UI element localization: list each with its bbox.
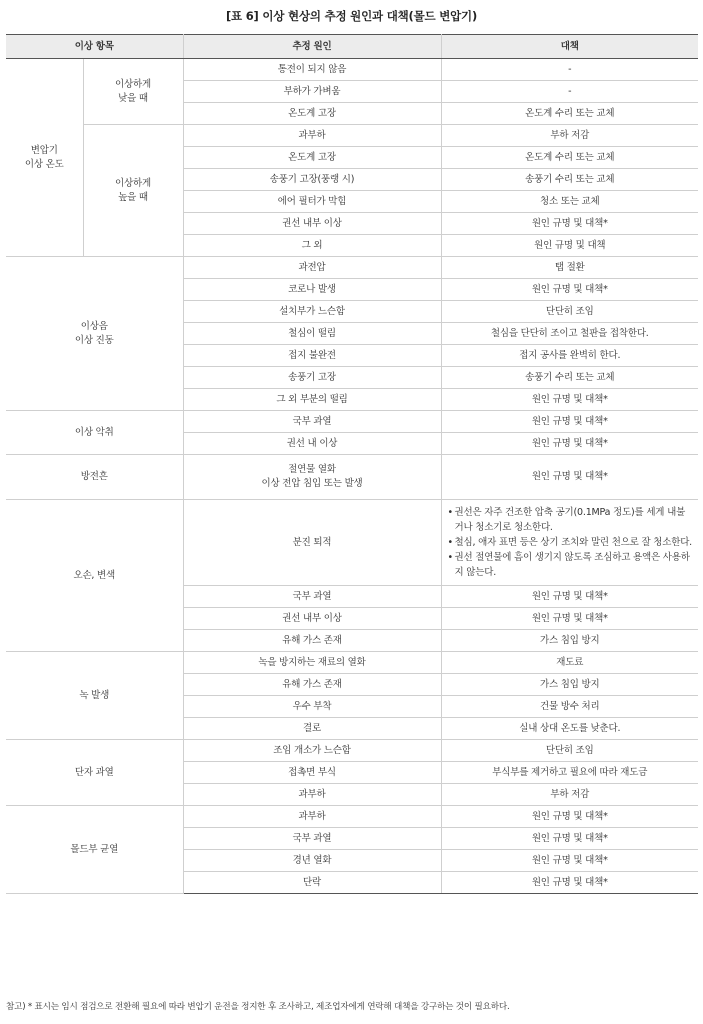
cause-cell: 철심이 떨림 [183,323,441,345]
cause-cell: 우수 부착 [183,696,441,718]
remedy-cell: 탭 절환 [441,257,698,279]
remedy-cell: 가스 침입 방지 [441,630,698,652]
remedy-cell: 원인 규명 및 대책* [441,433,698,455]
remedy-cell: 건물 방수 처리 [441,696,698,718]
table-row [6,59,698,81]
remedy-cell: 원인 규명 및 대책* [441,806,698,828]
remedy-cell: 부식부를 제거하고 필요에 따라 재도금 [441,762,698,784]
remedy-cell: 원인 규명 및 대책* [441,872,698,894]
remedy-cell: 재도료 [441,652,698,674]
cause-cell: 결로 [183,718,441,740]
cause-cell: 권선 내부 이상 [183,608,441,630]
remedy-cell: 철심을 단단히 조이고 철판을 접착한다. [441,323,698,345]
category-cell: 이상 악취 [6,411,183,455]
table-row [6,455,698,500]
remedy-cell: 원인 규명 및 대책* [441,455,698,500]
remedy-cell: 원인 규명 및 대책* [441,850,698,872]
cause-cell: 접촉면 부식 [183,762,441,784]
remedy-cell: 원인 규명 및 대책* [441,279,698,301]
remedy-cell: - [441,59,698,81]
cause-cell: 국부 과열 [183,586,441,608]
remedy-cell: 원인 규명 및 대책* [441,389,698,411]
category-cell: 녹 발생 [6,652,183,740]
category-cell: 방전흔 [6,455,183,500]
remedy-cell: 원인 규명 및 대책* [441,586,698,608]
cause-cell: 그 외 [183,235,441,257]
table-row [6,740,698,762]
cause-cell: 송풍기 고장 [183,367,441,389]
remedy-cell: 부하 저감 [441,125,698,147]
cause-cell: 에어 필터가 막힘 [183,191,441,213]
header-cause: 추정 원인 [183,35,441,59]
remedy-cell: 청소 또는 교체 [441,191,698,213]
cause-cell: 부하가 가벼움 [183,81,441,103]
remedy-cell: 원인 규명 및 대책 [441,235,698,257]
cause-cell: 녹을 방지하는 재료의 열화 [183,652,441,674]
table-title: [표 6] 이상 현상의 추정 원인과 대책(몰드 변압기) [225,9,477,23]
category-cell: 변압기 이상 온도 [6,59,83,257]
cause-cell: 경년 열화 [183,850,441,872]
footnote: 참고) * 표시는 임시 점검으로 전환해 필요에 따라 변압기 운전을 정지한 후 조사하고, 제조업자에게 연락해 대책을 강구하는 것이 필요하다. [6,1002,510,1012]
table-row [6,500,698,586]
remedy-cell: 송풍기 수리 또는 교체 [441,367,698,389]
cause-cell: 통전이 되지 않음 [183,59,441,81]
remedy-cell: 단단히 조임 [441,301,698,323]
cause-cell: 국부 과열 [183,828,441,850]
remedy-cell: 가스 침입 방지 [441,674,698,696]
cause-cell: 조임 개소가 느슨함 [183,740,441,762]
remedy-bullet: • 권선은 자주 건조한 압축 공기(0.1MPa 정도)를 세게 내불거나 청소기로 청소한다. [448,505,693,535]
cause-cell: 절연물 열화 이상 전압 침입 또는 발생 [183,455,441,500]
remedy-cell: 원인 규명 및 대책* [441,213,698,235]
table-row [6,806,698,828]
category-cell: 이상음 이상 진동 [6,257,183,411]
cause-cell: 온도계 고장 [183,103,441,125]
remedy-bullet-list [448,505,693,580]
remedy-cell [441,500,698,586]
cause-cell: 단락 [183,872,441,894]
remedy-bullet: • 권선 절연물에 흠이 생기지 않도록 조심하고 용액은 사용하지 않는다. [448,550,693,580]
cause-cell: 그 외 부분의 떨림 [183,389,441,411]
cause-cell: 유해 가스 존재 [183,674,441,696]
remedy-bullet: • 철심, 애자 표면 등은 상기 조치와 말린 천으로 잘 청소한다. [448,535,693,550]
cause-cell: 온도계 고장 [183,147,441,169]
remedy-cell: - [441,81,698,103]
cause-cell: 설치부가 느슨함 [183,301,441,323]
table-row [6,411,698,433]
cause-remedy-table [6,34,698,894]
remedy-cell: 온도계 수리 또는 교체 [441,147,698,169]
cause-cell: 코로나 발생 [183,279,441,301]
cause-cell: 과부하 [183,784,441,806]
table-row [6,125,698,147]
subcategory-cell: 이상하게 높을 때 [83,125,183,257]
remedy-cell: 접지 공사를 완벽히 한다. [441,345,698,367]
cause-cell: 권선 내부 이상 [183,213,441,235]
table-row [6,652,698,674]
category-cell: 단자 과열 [6,740,183,806]
remedy-cell: 단단히 조임 [441,740,698,762]
remedy-cell: 원인 규명 및 대책* [441,608,698,630]
remedy-cell: 원인 규명 및 대책* [441,411,698,433]
remedy-cell: 온도계 수리 또는 교체 [441,103,698,125]
cause-cell: 과전압 [183,257,441,279]
cause-cell: 권선 내 이상 [183,433,441,455]
category-cell: 오손, 변색 [6,500,183,652]
category-cell: 몰드부 균열 [6,806,183,894]
subcategory-cell: 이상하게 낮을 때 [83,59,183,125]
cause-cell: 송풍기 고장(풍랭 시) [183,169,441,191]
header-remedy: 대책 [441,35,698,59]
table-row [6,257,698,279]
cause-cell: 분진 퇴적 [183,500,441,586]
remedy-cell: 원인 규명 및 대책* [441,828,698,850]
cause-cell: 유해 가스 존재 [183,630,441,652]
cause-cell: 접지 불완전 [183,345,441,367]
remedy-cell: 실내 상대 온도를 낮춘다. [441,718,698,740]
remedy-cell: 송풍기 수리 또는 교체 [441,169,698,191]
cause-cell: 과부하 [183,125,441,147]
remedy-cell: 부하 저감 [441,784,698,806]
header-item: 이상 항목 [6,35,183,59]
cause-cell: 국부 과열 [183,411,441,433]
cause-cell: 과부하 [183,806,441,828]
